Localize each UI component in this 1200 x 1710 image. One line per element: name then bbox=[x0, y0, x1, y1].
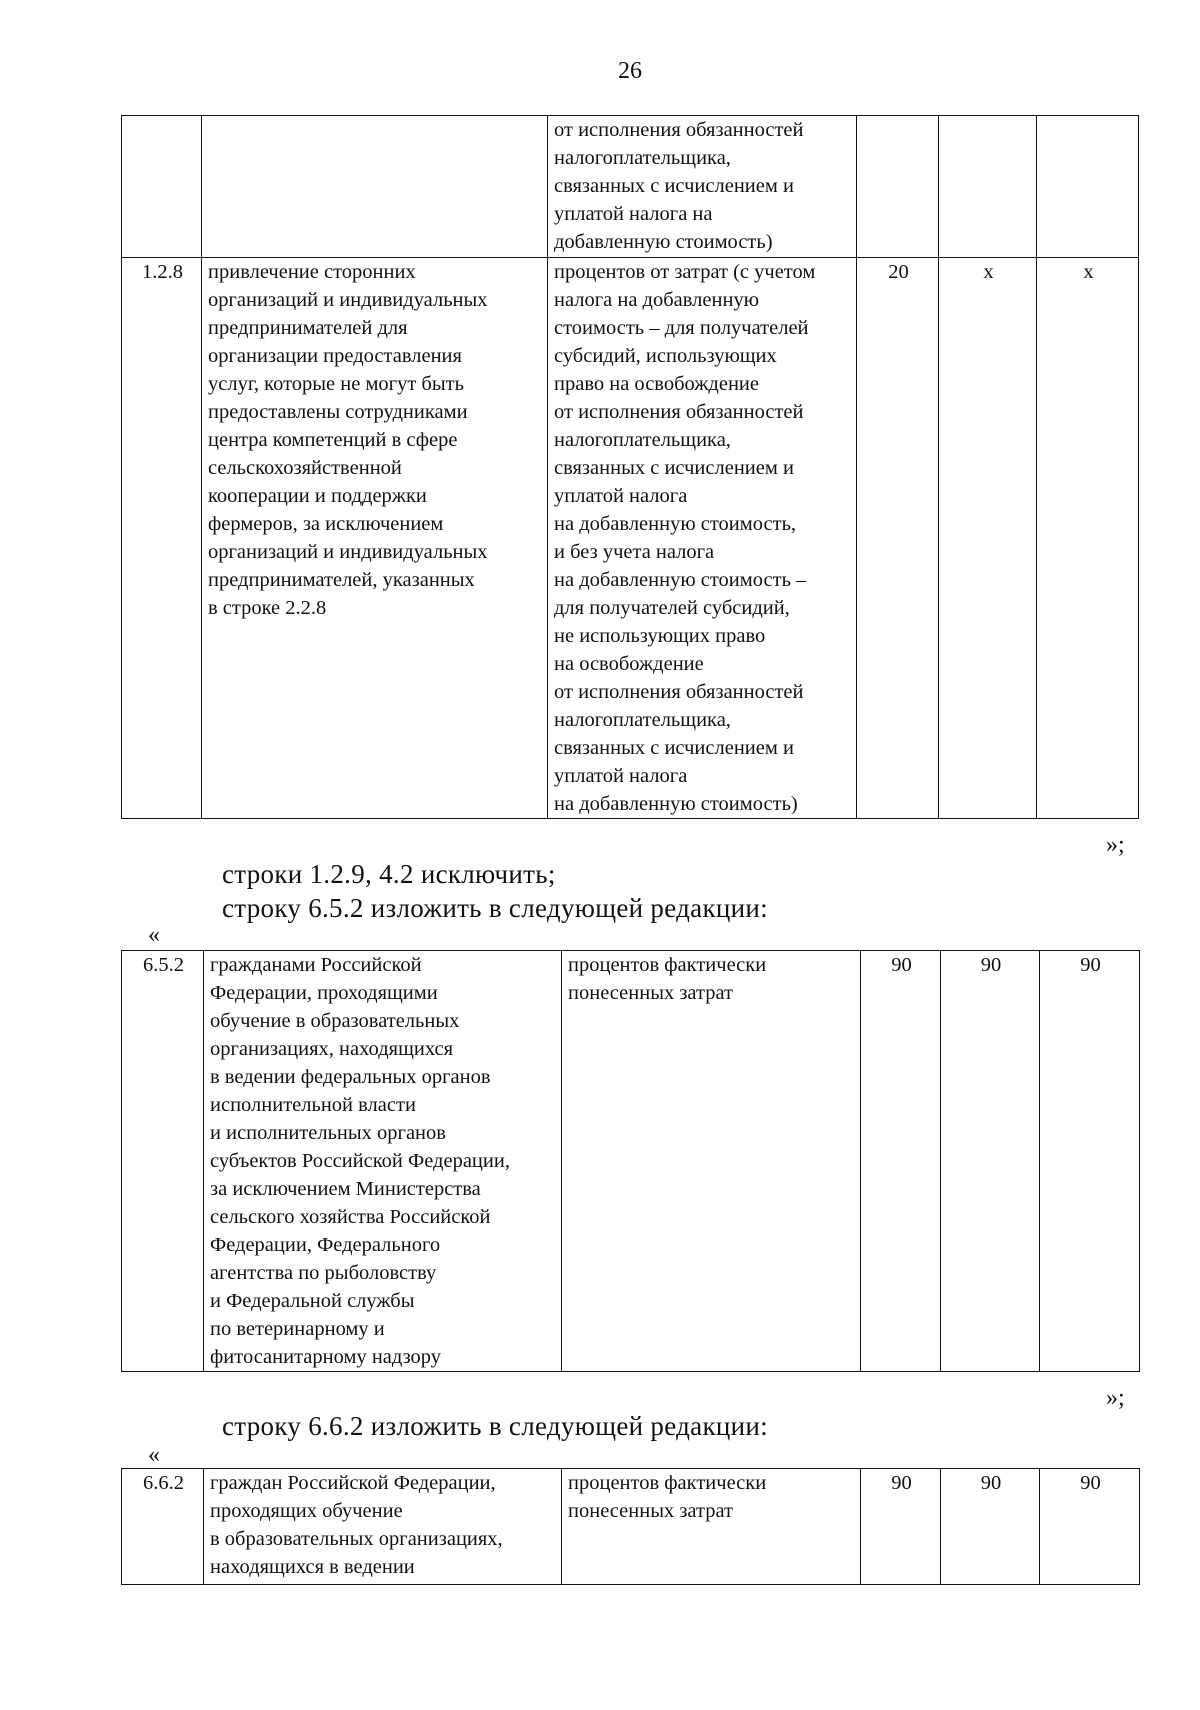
closing-quote: »; bbox=[1106, 832, 1125, 858]
instruction-row-6-5-2: строку 6.5.2 изложить в следующей редакции: bbox=[222, 893, 768, 923]
value-cell-3: х bbox=[1037, 258, 1139, 819]
table-row bbox=[122, 116, 1139, 258]
unit-cell: процентов от затрат (с учетом налога на добавленную стоимость – для получателей субсидий, использующих право на освобождение от исполнения обязанностей налогоплательщика, связанных с исчислением и уплатой налога на добавленную стоимость, и без учета налога на добавленную стоимость – для получателей субсидий, не использующих право на освобождение от исполнения обязанностей налогоплательщика, связанных с исчислением и уплатой налога на добавленную стоимость) bbox=[548, 258, 857, 819]
direction-cell bbox=[202, 116, 548, 258]
value-cell-2: 90 bbox=[941, 1469, 1040, 1585]
unit-cell: процентов фактически понесенных затрат bbox=[562, 951, 861, 1372]
row-number-cell bbox=[122, 116, 202, 258]
table-continuation bbox=[121, 115, 1139, 819]
table-row bbox=[122, 951, 1140, 1372]
value-cell-1 bbox=[857, 116, 939, 258]
value-cell-1: 20 bbox=[857, 258, 939, 819]
direction-cell: гражданами Российской Федерации, проходящими обучение в образовательных организациях, находящихся в ведении федеральных органов исполнительной власти и исполнительных органов субъектов Российской Федерации, за исключением Министерства сельского хозяйства Российской Федерации, Федерального агентства по рыболовству и Федеральной службы по ветеринарному и фитосанитарному надзору bbox=[204, 951, 562, 1372]
table-row-6-5-2 bbox=[121, 950, 1140, 1372]
value-cell-2: 90 bbox=[941, 951, 1040, 1372]
unit-cell: процентов фактически понесенных затрат bbox=[562, 1469, 861, 1585]
value-cell-2: х bbox=[939, 258, 1037, 819]
table-row bbox=[122, 258, 1139, 819]
value-cell-2 bbox=[939, 116, 1037, 258]
page-number: 26 bbox=[618, 58, 642, 84]
value-cell-1: 90 bbox=[861, 1469, 941, 1585]
row-number-cell: 6.6.2 bbox=[122, 1469, 204, 1585]
value-cell-3: 90 bbox=[1040, 951, 1140, 1372]
closing-quote: »; bbox=[1106, 1385, 1125, 1411]
direction-cell: граждан Российской Федерации, проходящих обучение в образовательных организациях, находящихся в ведении bbox=[204, 1469, 562, 1585]
row-number-cell: 6.5.2 bbox=[122, 951, 204, 1372]
unit-cell: от исполнения обязанностей налогоплательщика, связанных с исчислением и уплатой налога на добавленную стоимость) bbox=[548, 116, 857, 258]
instruction-exclude-rows: строки 1.2.9, 4.2 исключить; bbox=[222, 859, 556, 889]
opening-quote: « bbox=[148, 922, 160, 948]
opening-quote: « bbox=[148, 1442, 160, 1468]
row-number-cell: 1.2.8 bbox=[122, 258, 202, 819]
value-cell-3: 90 bbox=[1040, 1469, 1140, 1585]
table-row-6-6-2 bbox=[121, 1468, 1140, 1585]
value-cell-3 bbox=[1037, 116, 1139, 258]
instruction-row-6-6-2: строку 6.6.2 изложить в следующей редакции: bbox=[222, 1411, 768, 1441]
value-cell-1: 90 bbox=[861, 951, 941, 1372]
direction-cell: привлечение сторонних организаций и индивидуальных предпринимателей для организации предоставления услуг, которые не могут быть предоставлены сотрудниками центра компетенций в сфере сельскохозяйственной кооперации и поддержки фермеров, за исключением организаций и индивидуальных предпринимателей, указанных в строке 2.2.8 bbox=[202, 258, 548, 819]
table-row bbox=[122, 1469, 1140, 1585]
